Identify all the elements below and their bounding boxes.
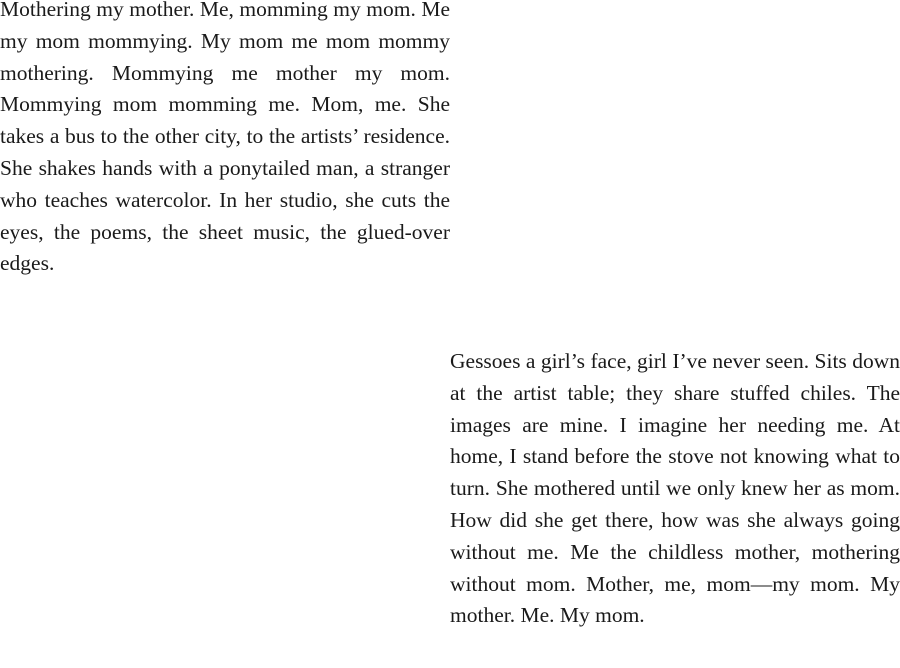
stanza-1-text: Mothering my mother. Me, momming my mom. Me my mom mommying. My mom me mom mommy mothering. Mommying me mother my mom. Mommying mom momming me. Mom, me. She takes a bus to the other city, to the artists’ residence. She shakes hands with a ponytailed man, a stranger who teaches watercolor. In her studio, she cuts the eyes, the poems, the sheet music, the glued-over edges.	[0, 0, 450, 276]
stanza-2-text: Gessoes a girl’s face, girl I’ve never seen. Sits down at the artist table; they share stuffed chiles. The images are mine. I imagine her needing me. At home, I stand before the stove not knowing what to turn. She mothered until we only knew her as mom. How did she get there, how was she always going without me. Me the childless mother, mothering without mom. Mother, me, mom—my mom. My mother. Me. My mom.	[450, 349, 900, 628]
